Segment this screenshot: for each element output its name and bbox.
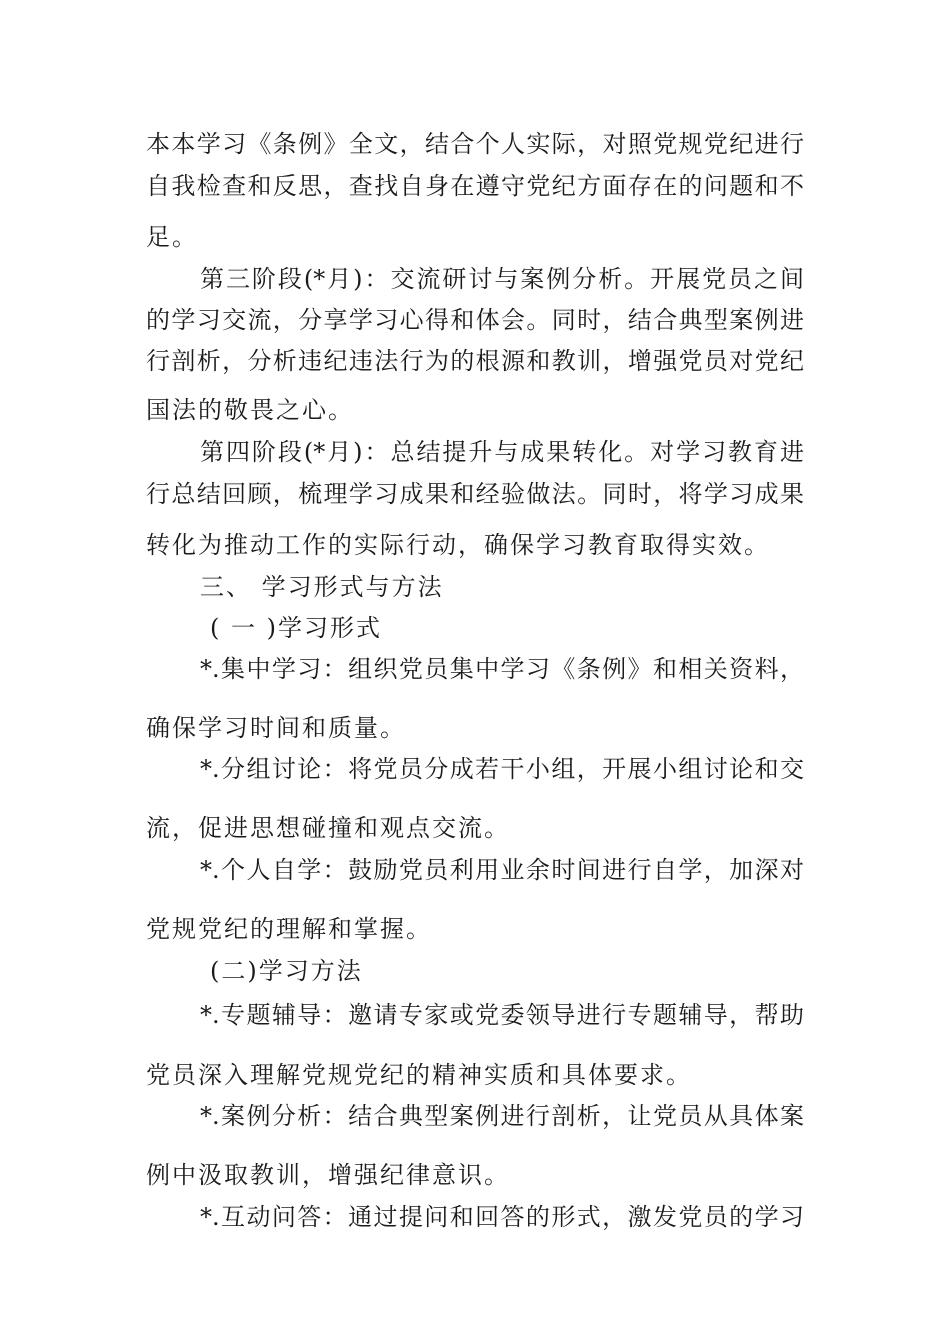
text-line: 确保学习时间和质量。 <box>146 714 406 742</box>
list-item: *.专题辅导：邀请专家或党委领导进行专题辅导，帮助 <box>200 1001 804 1029</box>
text-line: 国法的敬畏之心。 <box>146 396 354 424</box>
text-line: 行总结回顾，梳理学习成果和经验做法。同时，将学习成果 <box>146 480 804 508</box>
text-line: 党员深入理解党规党纪的精神实质和具体要求。 <box>146 1061 692 1089</box>
list-item: *.互动问答：通过提问和回答的形式，激发党员的学习 <box>200 1203 804 1231</box>
text-line: 本本学习《条例》全文，结合个人实际，对照党规党纪进行 <box>146 130 804 158</box>
text-line: 行剖析，分析违纪违法行为的根源和教训，增强党员对党纪 <box>146 347 804 375</box>
list-item: *.个人自学：鼓励党员利用业余时间进行自学，加深对 <box>200 856 804 884</box>
section-heading: 三、 学习形式与方法 <box>200 573 444 601</box>
text-line: 流，促进思想碰撞和观点交流。 <box>146 814 510 842</box>
list-item: *.案例分析：结合典型案例进行剖析，让党员从具体案 <box>200 1102 804 1130</box>
paragraph-stage-3: 第三阶段(*月)：交流研讨与案例分析。开展党员之间 <box>200 265 804 293</box>
text-line: 例中汲取教训，增强纪律意识。 <box>146 1161 510 1189</box>
text-line: 足。 <box>146 223 198 251</box>
paragraph-stage-4: 第四阶段(*月)：总结提升与成果转化。对学习教育进 <box>200 438 804 466</box>
list-item: *.分组讨论：将党员分成若干小组，开展小组讨论和交 <box>200 755 804 783</box>
text-line: 自我检查和反思，查找自身在遵守党纪方面存在的问题和不 <box>146 172 804 200</box>
text-line: 转化为推动工作的实际行动，确保学习教育取得实效。 <box>146 531 770 559</box>
subsection-heading: (二)学习方法 <box>210 957 363 985</box>
subsection-heading: ( 一 )学习形式 <box>210 614 382 642</box>
list-item: *.集中学习：组织党员集中学习《条例》和相关资料， <box>200 655 804 683</box>
text-line: 党规党纪的理解和掌握。 <box>146 915 432 943</box>
text-line: 的学习交流，分享学习心得和体会。同时，结合典型案例进 <box>146 306 804 334</box>
